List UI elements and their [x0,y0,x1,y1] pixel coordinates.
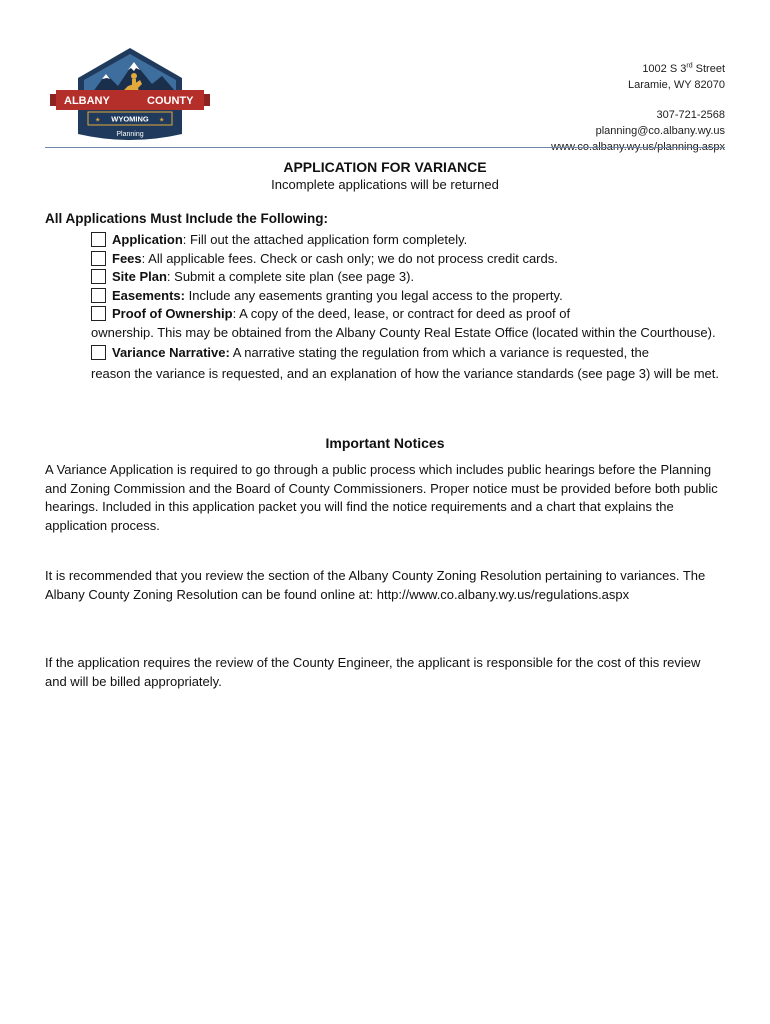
checkbox[interactable] [91,345,106,360]
logo-text-county: COUNTY [147,95,194,107]
logo-text-albany: ALBANY [64,95,110,107]
checkbox[interactable] [91,251,106,266]
requirements-checklist [91,231,727,384]
albany-county-logo [48,46,212,146]
checklist-item-easements: Easements: Include any easements granting you legal access to the property. [91,287,727,306]
logo-text-planning: Planning [116,131,144,138]
page-subtitle: Incomplete applications will be returned [271,177,499,192]
street-address: 1002 S 3rd Street [642,62,725,75]
star-icon: ★ [159,117,165,124]
logo-text-wyoming: WYOMING [111,114,149,124]
checkbox[interactable] [91,232,106,247]
star-icon: ★ [95,117,101,124]
checklist-item-application: Application: Fill out the attached application form completely. [91,231,727,250]
header-divider [45,147,725,148]
checklist-item-proof-of-ownership: Proof of Ownership: A copy of the deed, lease, or contract for deed as proof of ownership. This may be obtained from the Albany County Real Estate Office (located within the Courthouse). [91,306,716,340]
contact-block [551,61,725,155]
notice-paragraph-public-process: A Variance Application is required to go through a public process which includes public hearings before the Planning and Zoning Commission and the Board of County Commissioners. Proper notice must be provided before both public hearings. Included in this application packet you will find the notice requirements and a chart that explains the application process. [45,462,718,533]
website-link[interactable]: www.co.albany.wy.us/planning.aspx [551,141,725,153]
email-link[interactable]: planning@co.albany.wy.us [595,125,725,137]
checkbox[interactable] [91,269,106,284]
phone-number: 307-721-2568 [656,109,725,121]
notices-heading: Important Notices [325,435,445,451]
notice-paragraph-zoning-resolution: It is recommended that you review the section of the Albany County Zoning Resolution pertaining to variances. The Albany County Zoning Resolution can be found online at: http://www.co.albany.wy.us/regulations.aspx [45,568,706,602]
checklist-item-fees: Fees: All applicable fees. Check or cash only; we do not process credit cards. [91,250,727,269]
form-title-block [0,158,770,194]
notice-paragraph-county-engineer: If the application requires the review of the County Engineer, the applicant is responsible for the cost of this review and will be billed appropriately. [45,655,701,689]
city-state-zip: Laramie, WY 82070 [627,79,725,91]
checkbox[interactable] [91,306,106,321]
requirements-heading: All Applications Must Include the Following: [45,211,328,226]
checkbox[interactable] [91,288,106,303]
checklist-item-site-plan: Site Plan: Submit a complete site plan (see page 3). [91,268,727,287]
checklist-item-variance-narrative: Variance Narrative: A narrative stating the regulation from which a variance is requested, the reason the variance is requested, and an explanation of how the variance standards (see page 3) will be met. [91,345,719,381]
page-title: APPLICATION FOR VARIANCE [283,159,487,175]
